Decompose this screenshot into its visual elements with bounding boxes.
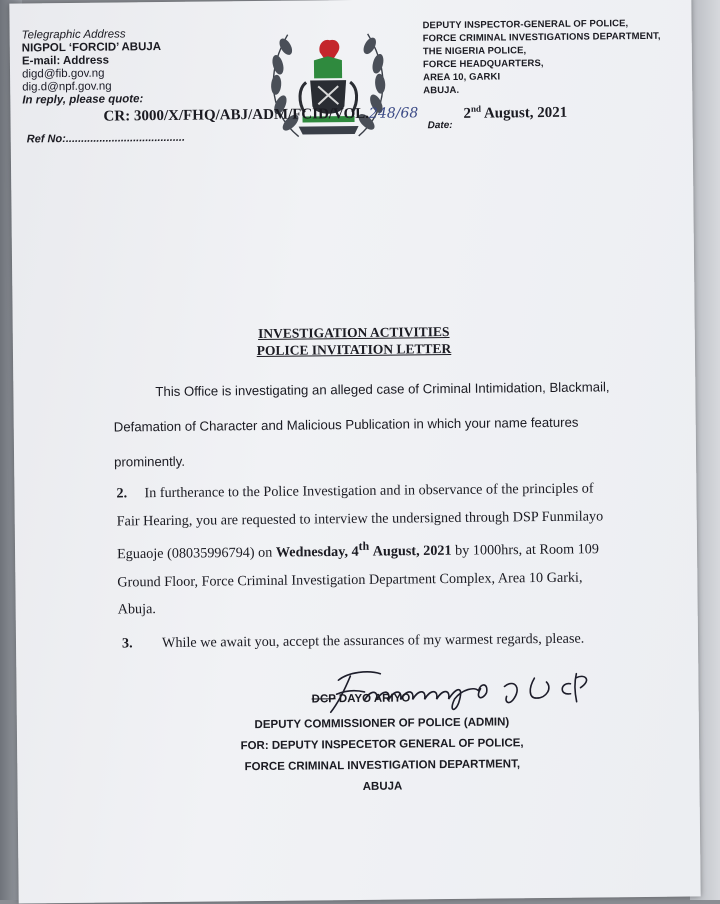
paragraph-3 — [122, 621, 622, 660]
reference-number — [103, 105, 418, 125]
paragraph-3-number: 3. — [121, 635, 133, 652]
signatory-for: FOR: DEPUTY INSPECETOR GENERAL OF POLICE, — [240, 737, 524, 753]
paragraph-2-text-a: In furtherance to the Police Investigation and in observance of the principles of Fair Hearing, you are requested to interview the undersigned through DSP Funmilayo Eguaoje (08035996794) on — [116, 480, 604, 563]
date-suffix: nd — [470, 103, 482, 114]
signatory-title: DEPUTY COMMISSIONER OF POLICE (ADMIN) — [254, 716, 510, 732]
letterhead-contact — [22, 28, 162, 107]
handwritten-volume: 248/68 — [368, 105, 419, 122]
title-line-1: INVESTIGATION ACTIVITIES — [257, 324, 450, 342]
office-address — [422, 17, 661, 97]
signatory-name — [312, 692, 411, 705]
meeting-day: Wednesday, 4 — [275, 543, 359, 561]
letter-date — [463, 103, 567, 123]
meeting-day-suffix: th — [358, 539, 370, 554]
office-line: ABUJA. — [423, 84, 460, 97]
nigeria-coat-of-arms-icon — [257, 16, 398, 147]
signatory-city: ABUJA — [362, 780, 403, 793]
telegraphic-label: Telegraphic Address — [21, 28, 126, 42]
letter-page — [9, 0, 700, 904]
email-label: E-mail: Address — [21, 54, 110, 68]
signatory-department: FORCE CRIMINAL INVESTIGATION DEPARTMENT, — [244, 758, 521, 774]
office-line: DEPUTY INSPECTOR-GENERAL OF POLICE, — [422, 18, 629, 32]
email-link-1[interactable]: digd@fib.gov.ng — [21, 67, 105, 81]
reply-label: In reply, please quote: — [22, 93, 144, 107]
paragraph-1 — [113, 369, 614, 479]
meeting-date: August, 2021 — [372, 542, 452, 560]
office-line: FORCE HEADQUARTERS, — [422, 58, 544, 71]
paragraph-2-text-b: by 1000hrs, at Room 109 Ground Floor, Force Criminal Investigation Department Complex, Area 10 Garki, Abuja. — [117, 541, 600, 618]
office-line: FORCE CRIMINAL INVESTIGATIONS DEPARTMENT, — [422, 30, 661, 45]
office-line: THE NIGERIA POLICE, — [422, 45, 527, 58]
date-rest: August, 2021 — [480, 104, 568, 122]
paragraph-2-number: 2. — [116, 485, 128, 502]
paragraph-3-text: While we await you, accept the assurances of my warmest regards, please. — [161, 630, 585, 652]
date-day: 2 — [463, 105, 472, 122]
title-line-2: POLICE INVITATION LETTER — [256, 340, 452, 359]
ref-no-label: Ref No:....................................... — [26, 131, 186, 146]
date-label: Date: — [427, 119, 453, 132]
signature-block — [207, 712, 558, 800]
cr-number: CR: 3000/X/FHQ/ABJ/ADM/FCID/VOL. — [103, 105, 370, 125]
signatory-name-text: DAYO ARIYO — [335, 692, 411, 706]
letter-title — [13, 320, 695, 361]
struck-rank: DCP — [311, 693, 336, 706]
telegraphic-value: NIGPOL ‘FORCID’ ABUJA — [21, 41, 162, 55]
paragraph-1-text: This Office is investigating an alleged case of Criminal Intimidation, Blackmail, Defamation of Character and Malicious Publication in which your name features prominently. — [113, 379, 610, 470]
paragraph-2 — [116, 475, 619, 624]
office-line: AREA 10, GARKI — [423, 71, 501, 84]
email-link-2[interactable]: dig.d@npf.gov.ng — [22, 80, 112, 94]
